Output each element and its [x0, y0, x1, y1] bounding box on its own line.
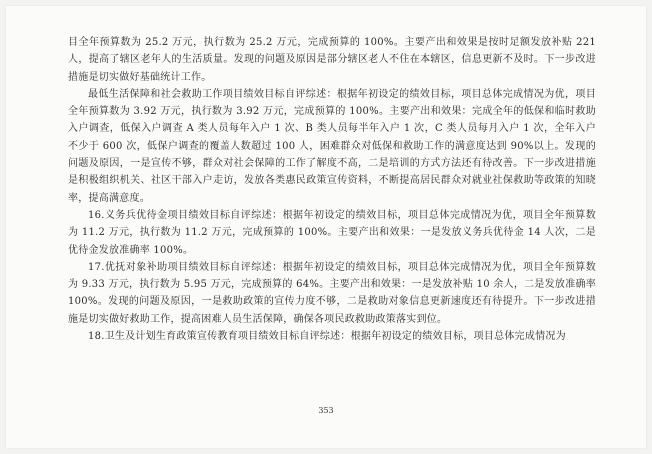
- document-page: [6, 6, 646, 448]
- paragraph-special-care-subsidy: 17.优抚对象补助项目绩效目标自评综述：根据年初设定的绩效目标，项目总体完成情况为优，项目全年预算数为 9.33 万元，执行数为 5.95 万元，完成预算的 64%。主要产出和效果：一是发放补贴 10 余人，二是发放准确率 100%。发现的问题及原因，一是救助政策的宣传力度不够，二是救助对象信息更新速度还有待提升。下一步改进措施是切实做好救助工作，提高困难人员生活保障，确保各项民政救助政策落实到位。: [68, 261, 596, 325]
- paragraph-health-family-planning: 18.卫生及计划生育政策宣传教育项目绩效目标自评综述：根据年初设定的绩效目标，项目总体完成情况为: [88, 331, 566, 343]
- paragraph-minimum-living-security: 最低生活保障和社会救助工作项目绩效目标自评综述：根据年初设定的绩效目标，项目总体完成情况为优，项目全年预算数为 3.92 万元，执行数为 3.92 万元，完成预算的 100%。主要产出和效果：完成全年的低保和临时救助入户调查，低保入户调查 A 类人员每年入户 1 次、B 类人员每半年入户 1 次，C 类人员每月入户 1 次，全年入户不少于 600 次，低保户调查的覆盖人数超过 100 人，困难群众对低保和救助工作的满意度达到 90%以上。发现的问题及原因，一是宣传不够，群众对社会保障的工作了解度不高，二是培训的方式方法还有待改善。下一步改进措施是积极组织机关、社区干部入户走访，发放各类惠民政策宣传资料，不断提高居民群众对就业社保救助等政策的知晓率，提高满意度。: [68, 88, 596, 204]
- paragraph-conscript-allowance: 16.义务兵优待金项目绩效目标自评综述：根据年初设定的绩效目标，项目总体完成情况为优，项目全年预算数为 11.2 万元，执行数为 11.2 万元，完成预算的 100%。主要产出和效果：一是发放义务兵优待金 14 人次，二是优待金发放准确率 100%。: [68, 209, 596, 256]
- page-number: 353: [318, 406, 334, 415]
- document-body: [68, 34, 596, 345]
- paragraph-elderly-subsidy-continued: 目全年预算数为 25.2 万元，执行数为 25.2 万元，完成预算的 100%。主要产出和效果是按时足额发放补贴 221 人，提高了辖区老年人的生活质量。发现的问题及原因是部分辖区老人不住在本辖区，信息更新不及时。下一步改进措施是切实做好基础统计工作。: [68, 37, 596, 83]
